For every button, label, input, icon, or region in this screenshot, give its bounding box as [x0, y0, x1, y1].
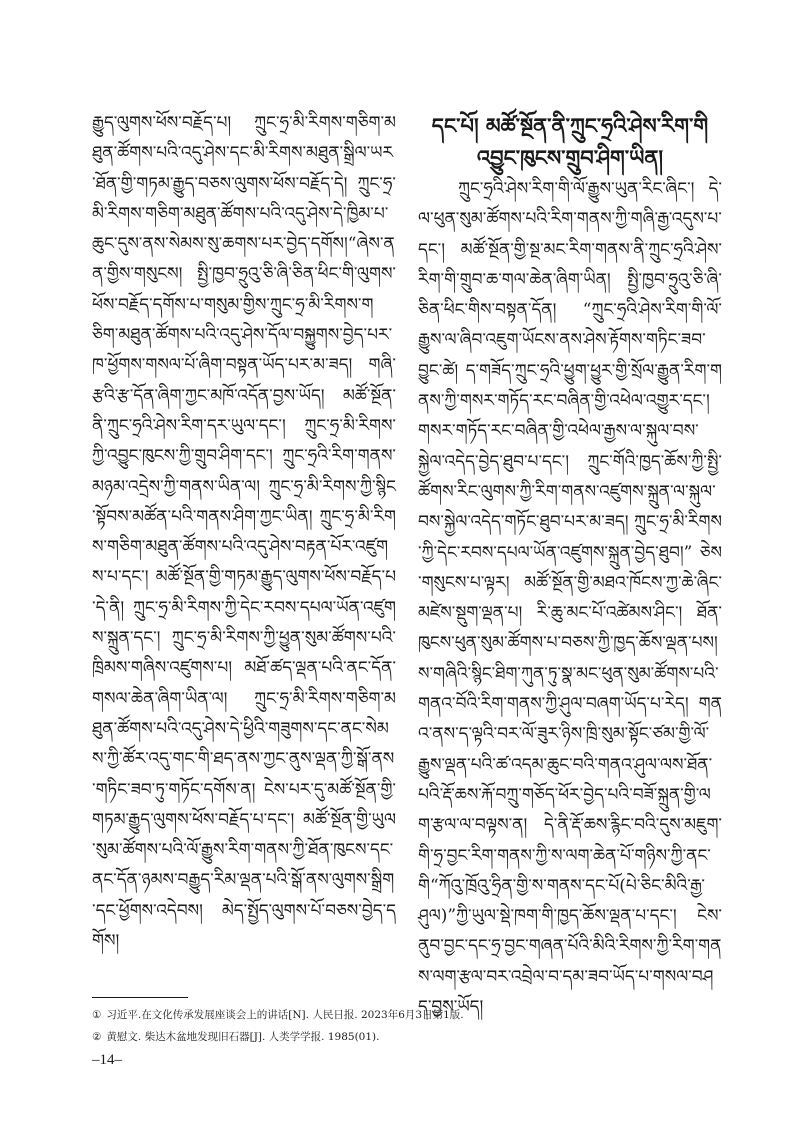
- footnote-2: [92, 1026, 722, 1048]
- body-paragraph: ཀྲུང་ཧྲའི་ཤེས་རིག་གི་ལོ་རྒྱུས་ཡུན་རིང་ཞིང་། དེ་ལ་ཕུན་སུམ་ཚོགས་པའི་རིག་གནས་ཀྱི་གཞི་རྒྱ་འདུས་པ་དང་། མཚོ་སྔོན་གྱི་སྔ་མང་རིག་གནས་ནི་ཀྲུང་ཧྲའི་ཤེས་རིག་གི་གྲུབ་ཆ་གལ་ཆེན་ཞིག་ཡིན། སྤྱི་ཁྱབ་ཧྲུའུ་ཅི་ཞི་ཅིན་ཕིང་གིས་བསྟན་དོན། “ཀྲུང་ཧྲའི་ཤེས་རིག་གི་ལོ་རྒྱུས་ལ་ཞིབ་འཇུག་ཡོངས་ནས་ཤེས་རྟོགས་གཏིང་ཟབ་བྱུང་ཚེ། ད་གཟོད་ཀྲུང་ཧྲའི་ཕྱུག་ཕྱུར་གྱི་སྲོལ་རྒྱུན་རིག་གནས་ཀྱི་གསར་གཏོད་རང་བཞིན་གྱི་འཕེལ་འགྱུར་དང་། གསར་གཏོད་རང་བཞིན་གྱི་འཕེལ་རྒྱས་ལ་སྐུལ་བས་སྐྱེལ་འདེད་བྱེད་ཐུབ་པ་དང་། ཀྲུང་གོའི་ཁྱད་ཆོས་ཀྱི་སྤྱི་ཚོགས་རིང་ལུགས་ཀྱི་རིག་གནས་འཛུགས་སྐྲུན་ལ་སྐུལ་བས་སྐྱེལ་འདེད་གཏོང་ཐུབ་པར་མ་ཟད། ཀྲུང་ཧྲ་མི་རིགས་ཀྱི་དེང་རབས་དཔལ་ཡོན་འཛུགས་སྐྲུན་བྱེད་ཐུབ།” ཅེས་གསུངས་པ་ལྟར། མཚོ་སྔོན་གྱི་མཐའ་ཁོངས་ཀྱ་ཆེ་ཞིང་མཛེས་སྡུག་ལྡན་པ། རི་ཆུ་མང་པོ་འཚེམས་ཤིང་། ཐོན་ཁུངས་ཕུན་སུམ་ཚོགས་པ་བཅས་ཀྱི་ཁྱད་ཆོས་ལྡན་པས། ས་གཞིའི་སྙིང་ཐིག་ཀུན་ཏུ་སྣ་མང་ཕུན་སུམ་ཚོགས་པའི་གནའ་བོའི་རིག་གནས་ཀྱི་ཤུལ་བཞག་ཡོད་པ་རེད། གནའ་ནས་ད་ལྟའི་བར་ལོ་ཟུར་ཉིས་ཁྲི་སུམ་སྟོང་ཙམ་གྱི་ལོ་རྒྱུས་ལྡན་པའི་ཚ་འདམ་ཆུང་བའི་གནའ་ཤུལ་ལས་ཐོན་པའི་རྡོ་ཆས་རྐོ་བཀྲུ་གཅོད་ཕོར་བྱེད་པའི་བཟོ་སྐྲུན་གྱི་ལག་རྩལ་ལ་བལྟས་ན། དེ་ནི་རྡོ་ཆས་རྙིང་བའི་དུས་མཇུག་གི་ཧྲ་བྱང་རིག་གནས་ཀྱི་ས་ལག་ཆེན་པོ་གཉིས་ཀྱི་ནང་གི“ཀོའུ་ཁྲོའུ་ཧྲིན་གྱི་ས་གནས་དང་པོ(པེ་ཅིང་མིའི་རྒྱ་ཤུལ)”ཀྱི་ཡུལ་སྡེ་ཁག་གི་ཁྱད་ཆོས་ལྡན་པ་དང་། ངེས་ནུབ་བྱང་དང་ཧྲ་བྱང་གཞན་པོའི་མིའི་རིགས་ཀྱི་རིག་གནས་ལག་རྩལ་བར་འབྲེལ་བ་དམ་ཟབ་ཡོད་པ་གསལ་བཤད་བྱས་ཡོད།: [418, 179, 722, 1018]
- left-text-column: [92, 108, 396, 956]
- footnote-text: 黄慰文. 柴达木盆地发现旧石器[J]. 人类学学报. 1985(01).: [106, 1031, 380, 1043]
- section-heading: [418, 110, 722, 174]
- footnote-text: 习近平.在文化传承发展座谈会上的讲话[N]. 人民日报. 2023年6月3日第1版.: [106, 1009, 464, 1021]
- body-paragraph: རྒྱུད་ལུགས་ཕོས་བརྗོད་པ། ཀྲུང་ཧྲ་མི་རིགས་གཅིག་མཐུན་ཚོགས་པའི་འདུ་ཤེས་དང་མི་རིགས་མཐུན་སྒྲིལ་ཡར་ཐོན་གྱི་གཏམ་རྒྱུད་བཅས་ལུགས་ཕོས་བརྗོད་དེ། ཀྲུང་ཧྲ་མི་རིགས་གཅིག་མཐུན་ཚོགས་པའི་འདུ་ཤེས་དེ་ཁྱིམ་པ་ཆུང་དུས་ནས་སེམས་སུ་ཆགས་པར་བྱེད་དགོས།“ཞེས་ནན་གྱིས་གསུངས། སྤྱི་ཁྱབ་ཧྲུའུ་ཅི་ཞི་ཅིན་ཕིང་གི་ལུགས་ཕོས་བརྗོད་དགོས་པ་གསུམ་གྱིས་ཀྲུང་ཧྲ་མི་རིགས་གཅིག་མཐུན་ཚོགས་པའི་འདུ་ཤེས་དོལ་བསྐྱུགས་བྱེད་པར་ཁ་ཕྱོགས་གསལ་པོ་ཞིག་བསྟན་ཡོད་པར་མ་ཟད། གཞི་རྩའི་རྩ་དོན་ཞིག་ཀྱང་མཁོ་འདོན་བྱས་ཡོད། མཚོ་སྔོན་ནི་ཀྲུང་ཧྲའི་ཤེས་རིག་དར་ཡུལ་དང་། ཀྲུང་ཧྲ་མི་རིགས་ཀྱི་འབྱུང་ཁུངས་ཀྱི་གྲུབ་ཤིག་དང་། ཀྲུང་ཧྲའི་རིག་གནས་མཉམ་འདྲེས་ཀྱི་གནས་ཡིན་ལ། ཀྲུང་ཧྲ་མི་རིགས་ཀྱི་སྙིང་སྟོབས་མཚོན་པའི་གནས་ཤིག་ཀྱང་ཡིན། ཀྲུང་ཧྲ་མི་རིགས་གཅིག་མཐུན་ཚོགས་པའི་འདུ་ཤེས་བརྟན་པོར་འཛུགས་པ་དང་། མཚོ་སྔོན་གྱི་གཏམ་རྒྱུད་ལུགས་ཕོས་བརྗོད་པ་དེ་ནི། ཀྲུང་ཧྲ་མི་རིགས་ཀྱི་དེང་རབས་དཔལ་ཡོན་འཛུགས་སྐྲུན་དང་། ཀྲུང་ཧྲ་མི་རིགས་ཀྱི་ཕྱུན་སུམ་ཚོགས་པའི་ཁྲིམས་གཞིས་འཛུགས་པ། མཐོ་ཚད་ལྡན་པའི་ནང་དོན་གསལ་ཆེན་ཞིག་ཡིན་ལ། ཀྲུང་ཧྲ་མི་རིགས་གཅིག་མཐུན་ཚོགས་པའི་འདུ་ཤེས་དེ་ཕྱིའི་གཟུགས་དང་ནང་སེམས་ཀྱི་ཚོར་འདུ་གང་གི་ཐད་ནས་ཀྱང་ནུས་ལྡན་ཀྱི་སྒོ་ནས་གཏིང་ཟབ་ཏུ་གཏོང་དགོས་ན། ངེས་པར་དུ་མཚོ་སྔོན་གྱི་གཏམ་རྒྱུད་ལུགས་ཕོས་བརྗོད་པ་དང་། མཚོ་སྔོན་གྱི་ཡུལ་སུམ་ཚོགས་པའི་ལོ་རྒྱུས་རིག་གནས་ཀྱི་ཐོན་ཁུངས་དང་ནང་དོན་ཉམས་བརྒྱུད་རིམ་ལྡན་པའི་སྒོ་ནས་ལུགས་སྒྲིག་དང་ཕྱོགས་འདེབས། མེད་སྤྱོད་ལུགས་པོ་བཅས་བྱེད་དགོས།: [92, 113, 396, 952]
- footnote-mark: ①: [92, 1009, 102, 1021]
- footnote-mark: ②: [92, 1031, 102, 1043]
- section-heading-line-2: འབྱུང་ཁུངས་གྲུབ་ཤིག་ཡིན།: [476, 145, 664, 170]
- right-text-column: [418, 174, 722, 1022]
- section-heading-line-1: དང་པོ། མཚོ་སྔོན་ནི་ཀྲུང་ཧྲའི་ཤེས་རིག་གི: [431, 113, 709, 138]
- page-number: –14–: [92, 1052, 122, 1068]
- footnote-divider: [92, 997, 188, 998]
- footnotes: [92, 1004, 722, 1048]
- footnote-1: [92, 1004, 722, 1026]
